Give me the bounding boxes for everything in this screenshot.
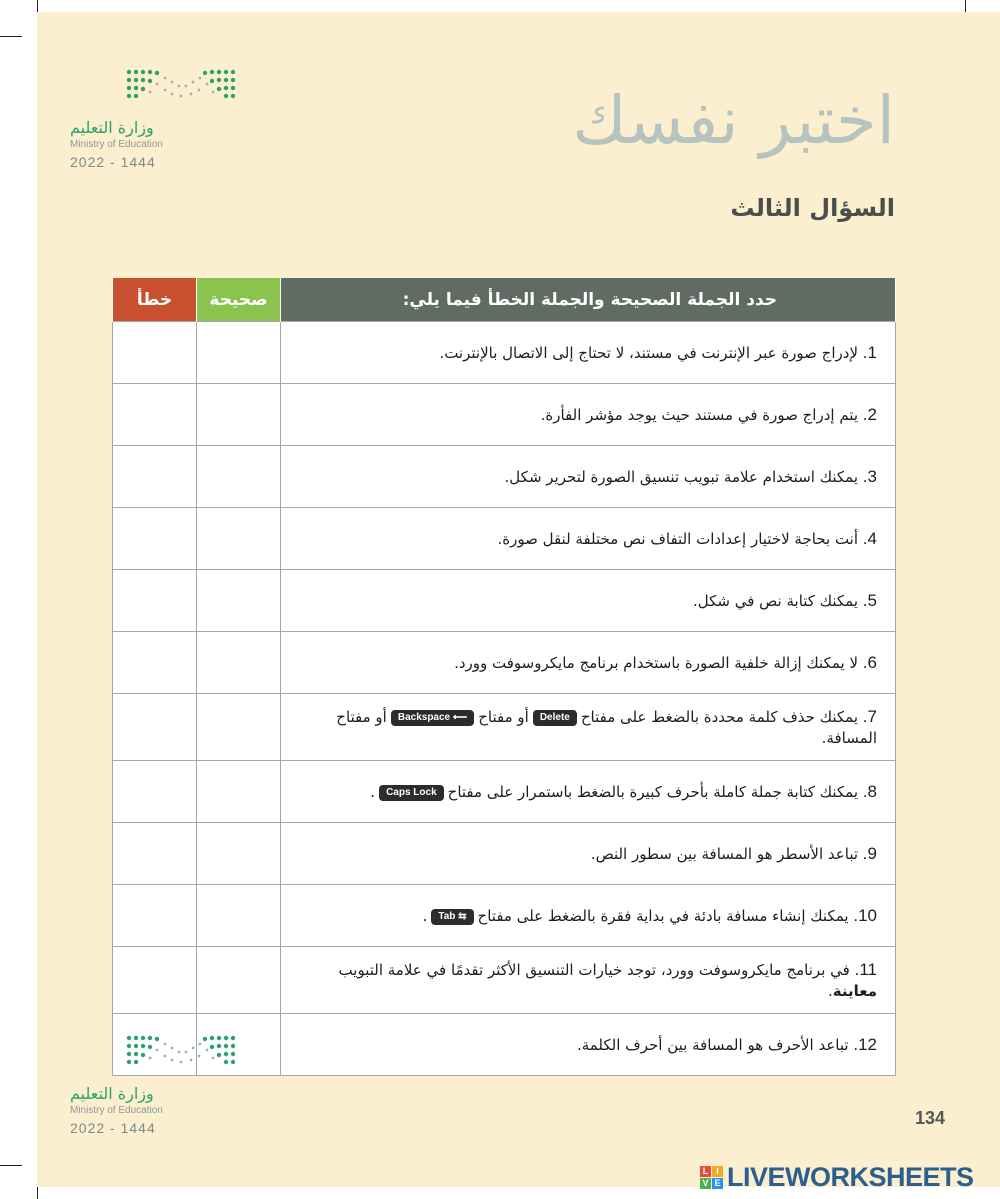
answer-wrong-cell[interactable]	[113, 694, 197, 761]
statement-number: 2.	[862, 404, 877, 424]
page-number: 134	[915, 1108, 946, 1128]
answer-correct-cell[interactable]	[197, 446, 281, 508]
statement-text: يمكنك كتابة جملة كاملة بأحرف كبيرة بالضغط باستمرار على مفتاح	[447, 782, 859, 801]
statement-text: .	[827, 981, 833, 1000]
statement-cell	[281, 1014, 896, 1076]
answer-wrong-cell[interactable]	[113, 384, 197, 446]
header-instruction: حدد الجملة الصحيحة والجملة الخطأ فيما يلي:	[281, 278, 896, 322]
answer-correct-cell[interactable]	[197, 694, 281, 761]
header-wrong: خطأ	[113, 278, 197, 322]
statement-number: 6.	[862, 652, 877, 672]
statement-number: 1.	[862, 342, 877, 362]
statement-text: يمكنك حذف كلمة محددة بالضغط على مفتاح	[580, 707, 859, 726]
answer-correct-cell[interactable]	[197, 885, 281, 947]
question-heading: السؤال الثالث	[730, 194, 895, 222]
logo-letter: L	[700, 1166, 711, 1177]
statement-text: في برنامج مايكروسوفت وورد، توجد خيارات التنسيق الأكثر تقدمًا في علامة التبويب	[338, 960, 850, 979]
statement-cell	[281, 570, 896, 632]
statement-number: 3.	[862, 466, 877, 486]
answer-correct-cell[interactable]	[197, 947, 281, 1014]
table-row	[113, 632, 896, 694]
ministry-english-name: Ministry of Education	[70, 139, 163, 150]
statement-text: .	[422, 906, 428, 925]
statement-text: تباعد الأسطر هو المسافة بين سطور النص.	[590, 844, 859, 863]
caps-lock-key-icon: Caps Lock	[379, 785, 444, 801]
crop-mark	[0, 36, 22, 37]
answer-correct-cell[interactable]	[197, 632, 281, 694]
statement-cell	[281, 446, 896, 508]
answer-wrong-cell[interactable]	[113, 632, 197, 694]
statement-text: أو مفتاح	[478, 707, 529, 726]
statement-number: 11.	[854, 959, 877, 979]
statement-text: يمكنك إنشاء مسافة بادئة في بداية فقرة بالضغط على مفتاح	[477, 906, 849, 925]
statement-cell	[281, 694, 896, 761]
liveworksheets-brand[interactable]: LIVEWORKSHEETS	[727, 1162, 974, 1192]
statement-text: تباعد الأحرف هو المسافة بين أحرف الكلمة.	[576, 1035, 849, 1054]
ministry-arabic-name: وزارة التعليم	[70, 118, 154, 137]
ministry-year: 2022 - 1444	[70, 154, 156, 170]
statement-cell	[281, 322, 896, 384]
answer-wrong-cell[interactable]	[113, 885, 197, 947]
logo-letter: V	[700, 1178, 711, 1189]
statement-number: 7.	[862, 706, 877, 726]
statement-number: 5.	[862, 590, 877, 610]
statement-cell	[281, 823, 896, 885]
ministry-year: 2022 - 1444	[70, 1120, 156, 1136]
table-row	[113, 446, 896, 508]
answer-wrong-cell[interactable]	[113, 508, 197, 570]
statement-number: 4.	[862, 528, 877, 548]
statement-number: 8.	[862, 781, 877, 801]
statement-cell	[281, 761, 896, 823]
answer-wrong-cell[interactable]	[113, 322, 197, 384]
table-row	[113, 508, 896, 570]
statement-cell	[281, 384, 896, 446]
statement-text: يمكنك كتابة نص في شكل.	[692, 591, 859, 610]
table-header-row	[113, 278, 896, 322]
liveworksheets-logo-icon	[700, 1166, 723, 1189]
table-row	[113, 570, 896, 632]
page-title: اختبر نفسك	[572, 82, 895, 159]
true-false-table	[112, 278, 896, 1076]
statement-number: 12.	[853, 1034, 877, 1054]
ministry-logo-bottom	[70, 1034, 240, 1136]
statement-cell	[281, 947, 896, 1014]
backspace-key-icon: Backspace ⟵	[391, 710, 474, 726]
table-row	[113, 823, 896, 885]
statement-text: أو مفتاح المسافة.	[336, 707, 877, 747]
header-correct: صحيحة	[197, 278, 281, 322]
ministry-logo-top	[70, 68, 240, 170]
answer-correct-cell[interactable]	[197, 823, 281, 885]
logo-letter: E	[712, 1178, 723, 1189]
table-row	[113, 947, 896, 1014]
statement-cell	[281, 632, 896, 694]
table-row	[113, 322, 896, 384]
answer-correct-cell[interactable]	[197, 508, 281, 570]
statement-text: يتم إدراج صورة في مستند حيث يوجد مؤشر الفأرة.	[540, 405, 859, 424]
logo-letter: I	[712, 1166, 723, 1177]
liveworksheets-watermark	[700, 1162, 974, 1193]
table-row	[113, 885, 896, 947]
statement-cell	[281, 885, 896, 947]
answer-correct-cell[interactable]	[197, 384, 281, 446]
ministry-arabic-name: وزارة التعليم	[70, 1084, 154, 1103]
crop-mark	[0, 1165, 22, 1166]
ministry-dots-icon	[125, 68, 237, 104]
statement-number: 10.	[853, 905, 877, 925]
answer-wrong-cell[interactable]	[113, 570, 197, 632]
table-row	[113, 384, 896, 446]
answer-wrong-cell[interactable]	[113, 761, 197, 823]
statement-number: 9.	[862, 843, 877, 863]
table-row	[113, 761, 896, 823]
statement-text: لا يمكنك إزالة خلفية الصورة باستخدام برنامج مايكروسوفت وورد.	[454, 653, 859, 672]
statement-bold-word: معاينة	[832, 981, 877, 1000]
answer-wrong-cell[interactable]	[113, 446, 197, 508]
statement-text: أنت بحاجة لاختيار إعدادات التفاف نص مختلفة لنقل صورة.	[497, 529, 859, 548]
ministry-dots-icon	[125, 1034, 237, 1070]
statement-text: لإدراج صورة عبر الإنترنت في مستند، لا تحتاج إلى الاتصال بالإنترنت.	[439, 343, 859, 362]
answer-wrong-cell[interactable]	[113, 947, 197, 1014]
delete-key-icon: Delete	[533, 710, 577, 726]
statement-text: .	[370, 782, 376, 801]
tab-key-icon: Tab ⇆	[431, 909, 473, 925]
statement-text: يمكنك استخدام علامة تبويب تنسيق الصورة لتحرير شكل.	[504, 467, 859, 486]
answer-wrong-cell[interactable]	[113, 823, 197, 885]
table-row	[113, 694, 896, 761]
answer-correct-cell[interactable]	[197, 761, 281, 823]
ministry-english-name: Ministry of Education	[70, 1105, 163, 1116]
statement-cell	[281, 508, 896, 570]
answer-correct-cell[interactable]	[197, 570, 281, 632]
answer-correct-cell[interactable]	[197, 322, 281, 384]
